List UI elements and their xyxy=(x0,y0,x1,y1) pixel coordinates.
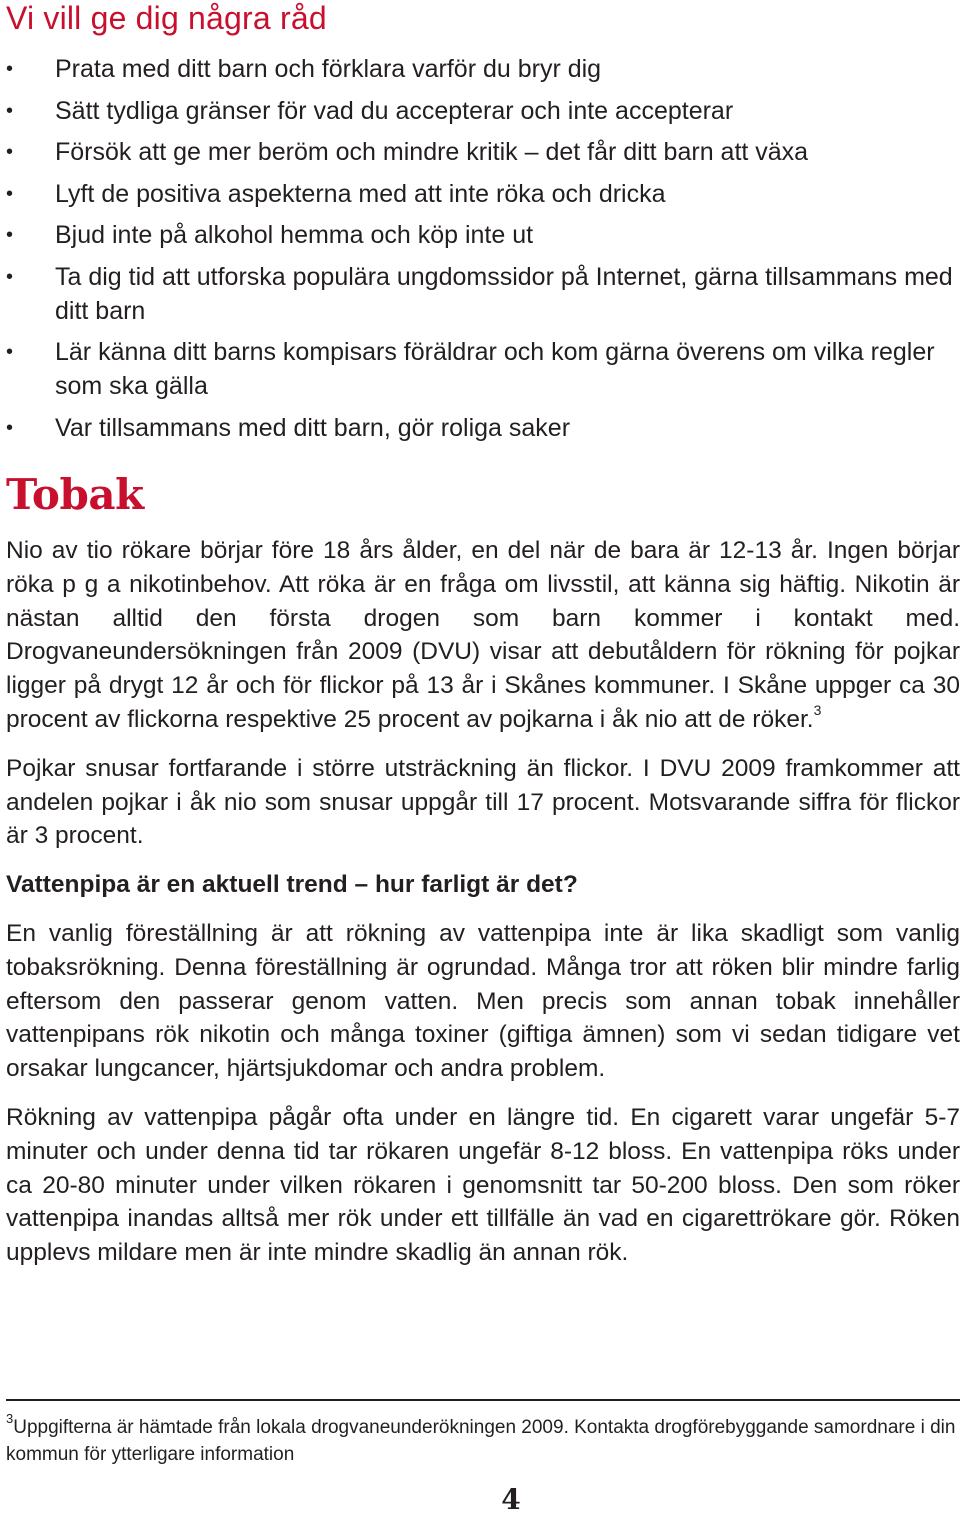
bullet-icon: • xyxy=(6,341,14,363)
advice-item xyxy=(6,218,955,252)
vattenpipa-subheading: Vattenpipa är en aktuell trend – hur farligt är det? xyxy=(6,871,578,899)
footnote-number: 3 xyxy=(6,1411,14,1426)
advice-item xyxy=(6,52,955,86)
bullet-icon: • xyxy=(6,224,14,246)
bullet-icon: • xyxy=(6,58,14,80)
advice-item-text: Sätt tydliga gränser för vad du accepterar och inte accepterar xyxy=(55,96,734,125)
footnote xyxy=(6,1411,960,1468)
advice-item-text: Prata med ditt barn och förklara varför du bryr dig xyxy=(55,55,602,83)
advice-item-text: Bjud inte på alkohol hemma och köp inte ut xyxy=(55,221,534,249)
tobak-heading: Tobak xyxy=(6,470,144,519)
tobak-paragraph-4: Rökning av vattenpipa pågår ofta under en längre tid. En cigarett varar ungefär 5-7 minuter och under denna tid tar rökaren ungefär 8-12 bloss. En vattenpipa röks under ca 20-80 minuter under vilken rökaren i genomsnitt tar 50-200 bloss. Den som röker vattenpipa inandas alltså mer rök under ett tillfälle än vad en cigarettrökare gör. Röken upplevs mildare men är inte mindre skadlig än annan rök. xyxy=(6,1103,960,1267)
footnote-text: Uppgifterna är hämtade från lokala drogvaneunderökningen 2009. Kontakta drogförebyggande samordnare i din kommun för ytterligare information xyxy=(6,1417,956,1465)
footnote-divider xyxy=(6,1399,960,1401)
bullet-icon: • xyxy=(6,265,14,288)
advice-item-text: Ta dig tid att utforska populära ungdomssidor på Internet, gärna tillsammans med ditt barn xyxy=(55,262,953,325)
advice-item-text: Lyft de positiva aspekterna med att inte röka och dricka xyxy=(55,179,666,208)
bullet-icon: • xyxy=(6,182,14,205)
advice-list xyxy=(6,52,960,452)
footnote-reference: 3 xyxy=(813,701,822,718)
advice-item-text: Försök att ge mer beröm och mindre kritik – det får ditt barn att växa xyxy=(55,138,809,166)
advice-item xyxy=(6,94,955,128)
advice-item-text: Var tillsammans med ditt barn, gör roliga saker xyxy=(55,413,571,442)
advice-item-text: Lär känna ditt barns kompisars föräldrar och kom gärna överens om vilka regler som ska gälla xyxy=(55,338,935,400)
tobak-paragraph-1 xyxy=(6,534,960,737)
tobak-body xyxy=(6,534,960,1285)
advice-heading: Vi vill ge dig några råd xyxy=(6,0,327,36)
bullet-icon: • xyxy=(6,416,14,439)
advice-item xyxy=(6,260,955,328)
advice-item xyxy=(6,411,955,445)
tobak-paragraph-3: En vanlig föreställning är att rökning av vattenpipa inte är lika skadligt som vanlig tobaksrökning. Denna föreställning är ogrundad. Många tror att röken blir mindre farlig eftersom den passerar genom vatten. Men precis som annan tobak innehåller vattenpipans rök nikotin och många toxiner (giftiga ämnen) som vi sedan tidigare vet orsakar lungcancer, hjärtsjukdomar och andra problem. xyxy=(6,919,960,1083)
advice-item xyxy=(6,135,955,169)
tobak-paragraph-2: Pojkar snusar fortfarande i större utsträckning än flickor. I DVU 2009 framkommer att andelen pojkar i åk nio som snusar uppgår till 17 procent. Motsvarande siffra för flickor är 3 procent. xyxy=(6,754,960,850)
page-number: 4 xyxy=(501,1483,521,1516)
advice-item xyxy=(6,335,955,403)
bullet-icon: • xyxy=(6,141,14,163)
tobak-paragraph-1-text: Nio av tio rökare börjar före 18 års ålder, en del när de bara är 12-13 år. Ingen börjar röka p g a nikotinbehov. Att röka är en fråga om livsstil, att känna sig häftig. Nikotin är nästan alltid den första drogen som barn kommer i kontakt med. Drogvaneundersökningen från 2009 (DVU) visar att debutåldern för rökning för pojkar ligger på drygt 12 år och för flickor på 13 år i Skånes kommuner. I Skåne uppger ca 30 procent av flickorna respektive 25 procent av pojkarna i åk nio att de röker. xyxy=(6,537,960,733)
bullet-icon: • xyxy=(6,99,14,122)
advice-item xyxy=(6,177,955,211)
